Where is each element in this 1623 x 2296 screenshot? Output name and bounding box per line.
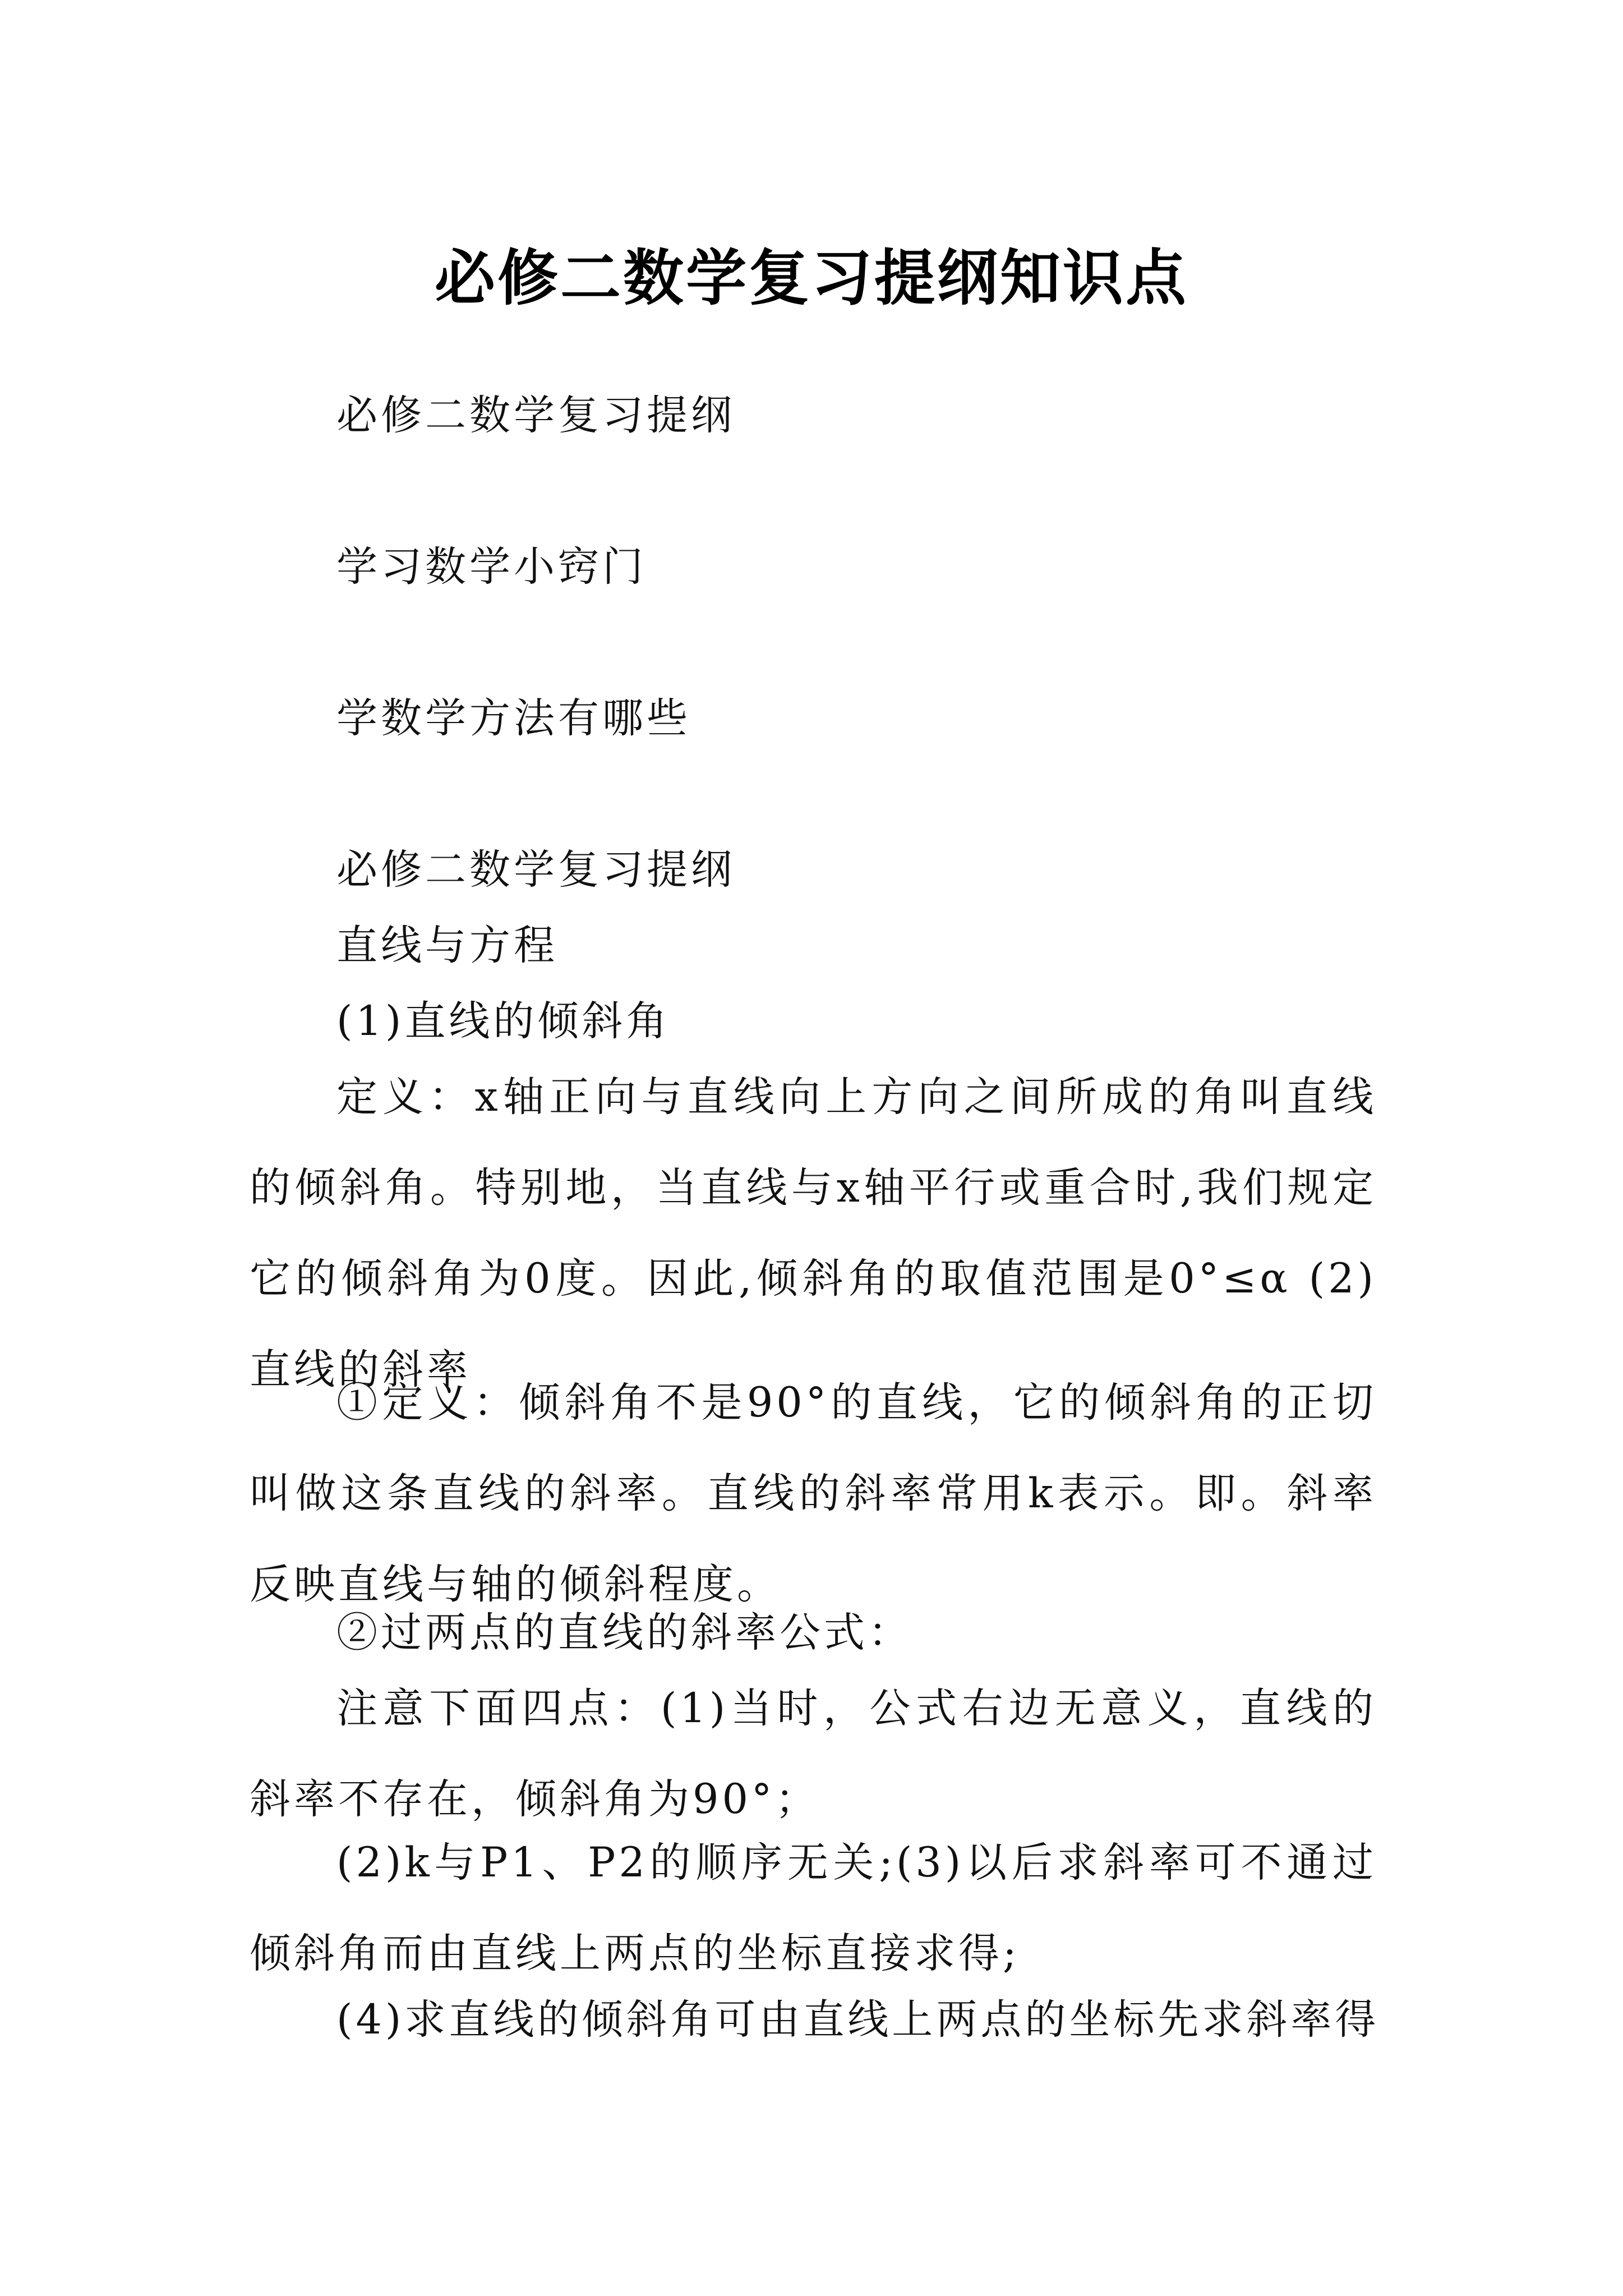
paragraph-3: 学数学方法有哪些 xyxy=(336,694,691,742)
document-title: 必修二数学复习提纲知识点 xyxy=(434,243,1188,314)
paragraph-1: 必修二数学复习提纲 xyxy=(336,392,735,439)
paragraph-9: ②过两点的直线的斜率公式： xyxy=(336,1609,912,1657)
paragraph-10: 注意下面四点：(1)当时，公式右边无意义，直线的斜率不存在，倾斜角为90°； xyxy=(250,1685,1377,1823)
paragraph-11: (2)k与P1、P2的顺序无关;(3)以后求斜率可不通过倾斜角而由直线上两点的坐标直接求得; xyxy=(250,1839,1377,1977)
paragraph-6: (1)直线的倾斜角 xyxy=(336,997,671,1045)
paragraph-12: (4)求直线的倾斜角可由直线上两点的坐标先求斜率得 xyxy=(336,1996,1380,2044)
paragraph-4: 必修二数学复习提纲 xyxy=(336,846,735,894)
paragraph-5: 直线与方程 xyxy=(336,922,558,969)
paragraph-7: 定义：x轴正向与直线向上方向之间所成的角叫直线的倾斜角。特别地，当直线与x轴平行或重合时,我们规定它的倾斜角为0度。因此,倾斜角的取值范围是0°≤α (2)直线的斜率 xyxy=(250,1073,1377,1393)
paragraph-2: 学习数学小窍门 xyxy=(336,543,647,591)
paragraph-8: ①定义：倾斜角不是90°的直线，它的倾斜角的正切叫做这条直线的斜率。直线的斜率常用k表示。即。斜率反映直线与轴的倾斜程度。 xyxy=(250,1379,1377,1608)
